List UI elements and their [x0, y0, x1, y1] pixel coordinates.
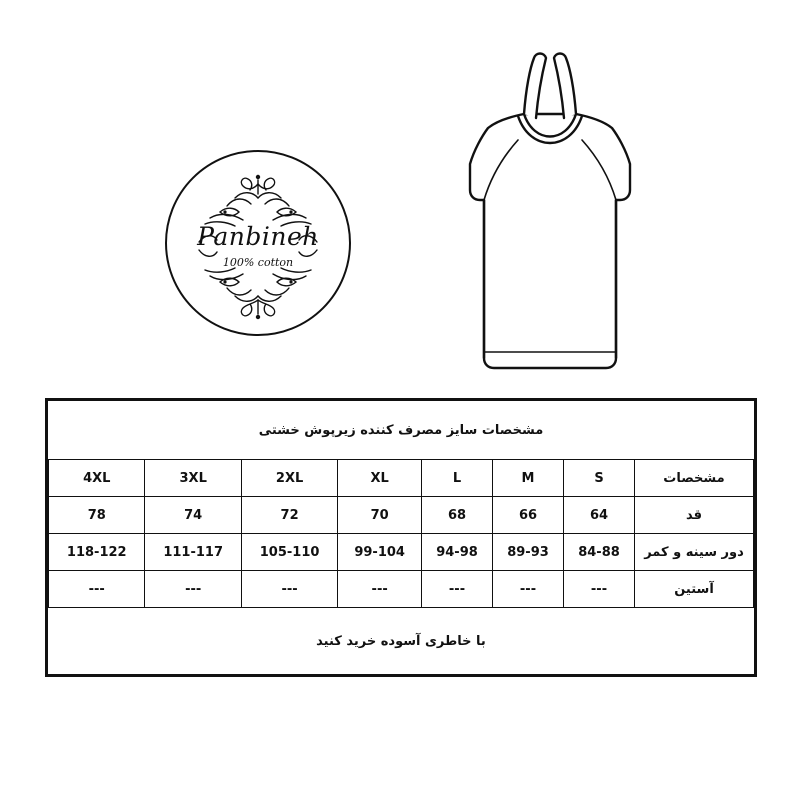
header-size-m: M: [493, 460, 564, 497]
table-title-row: [49, 401, 754, 460]
cell-chest-m: 89-93: [493, 534, 564, 571]
cell-chest-xl: 99-104: [338, 534, 422, 571]
table-title: مشخصات سایز مصرف کننده زیرپوش خشتی: [258, 422, 544, 438]
header-size-s: S: [564, 460, 635, 497]
size-table-container: [45, 398, 757, 677]
cell-chest-3xl: 111-117: [145, 534, 241, 571]
cell-length-3xl: 74: [145, 497, 241, 534]
table-footer-row: [49, 608, 754, 675]
table-row: [49, 534, 754, 571]
header-size-3xl: 3XL: [145, 460, 241, 497]
cell-chest-s: 84-88: [564, 534, 635, 571]
logo-brand-name: Panbineh: [197, 222, 319, 251]
header-label-cell: مشخصات: [635, 460, 754, 497]
cell-length-s: 64: [564, 497, 635, 534]
cell-sleeve-3xl: ---: [145, 571, 241, 608]
cell-chest-4xl: 118-122: [49, 534, 145, 571]
table-row: [49, 571, 754, 608]
cell-length-xl: 70: [338, 497, 422, 534]
garment-illustration: [430, 40, 670, 380]
row-label-chest-waist: دور سینه و کمر: [635, 534, 754, 571]
table-row: [49, 497, 754, 534]
table-footer-message: با خاطری آسوده خرید کنید: [49, 608, 754, 675]
row-label-length: قد: [635, 497, 754, 534]
cell-sleeve-l: ---: [422, 571, 493, 608]
header-size-2xl: 2XL: [241, 460, 337, 497]
cell-length-4xl: 78: [49, 497, 145, 534]
cell-sleeve-2xl: ---: [241, 571, 337, 608]
cell-length-m: 66: [493, 497, 564, 534]
header-size-xl: XL: [338, 460, 422, 497]
brand-logo: [165, 150, 351, 336]
cell-sleeve-s: ---: [564, 571, 635, 608]
logo-tagline: 100% cotton: [222, 256, 294, 269]
cell-chest-l: 94-98: [422, 534, 493, 571]
cell-chest-2xl: 105-110: [241, 534, 337, 571]
cell-length-l: 68: [422, 497, 493, 534]
header-size-l: L: [422, 460, 493, 497]
size-table: [48, 401, 754, 674]
table-header-row: [49, 460, 754, 497]
cell-sleeve-4xl: ---: [49, 571, 145, 608]
row-label-sleeve: آستین: [635, 571, 754, 608]
header-size-4xl: 4XL: [49, 460, 145, 497]
cell-length-2xl: 72: [241, 497, 337, 534]
cell-sleeve-xl: ---: [338, 571, 422, 608]
cell-sleeve-m: ---: [493, 571, 564, 608]
